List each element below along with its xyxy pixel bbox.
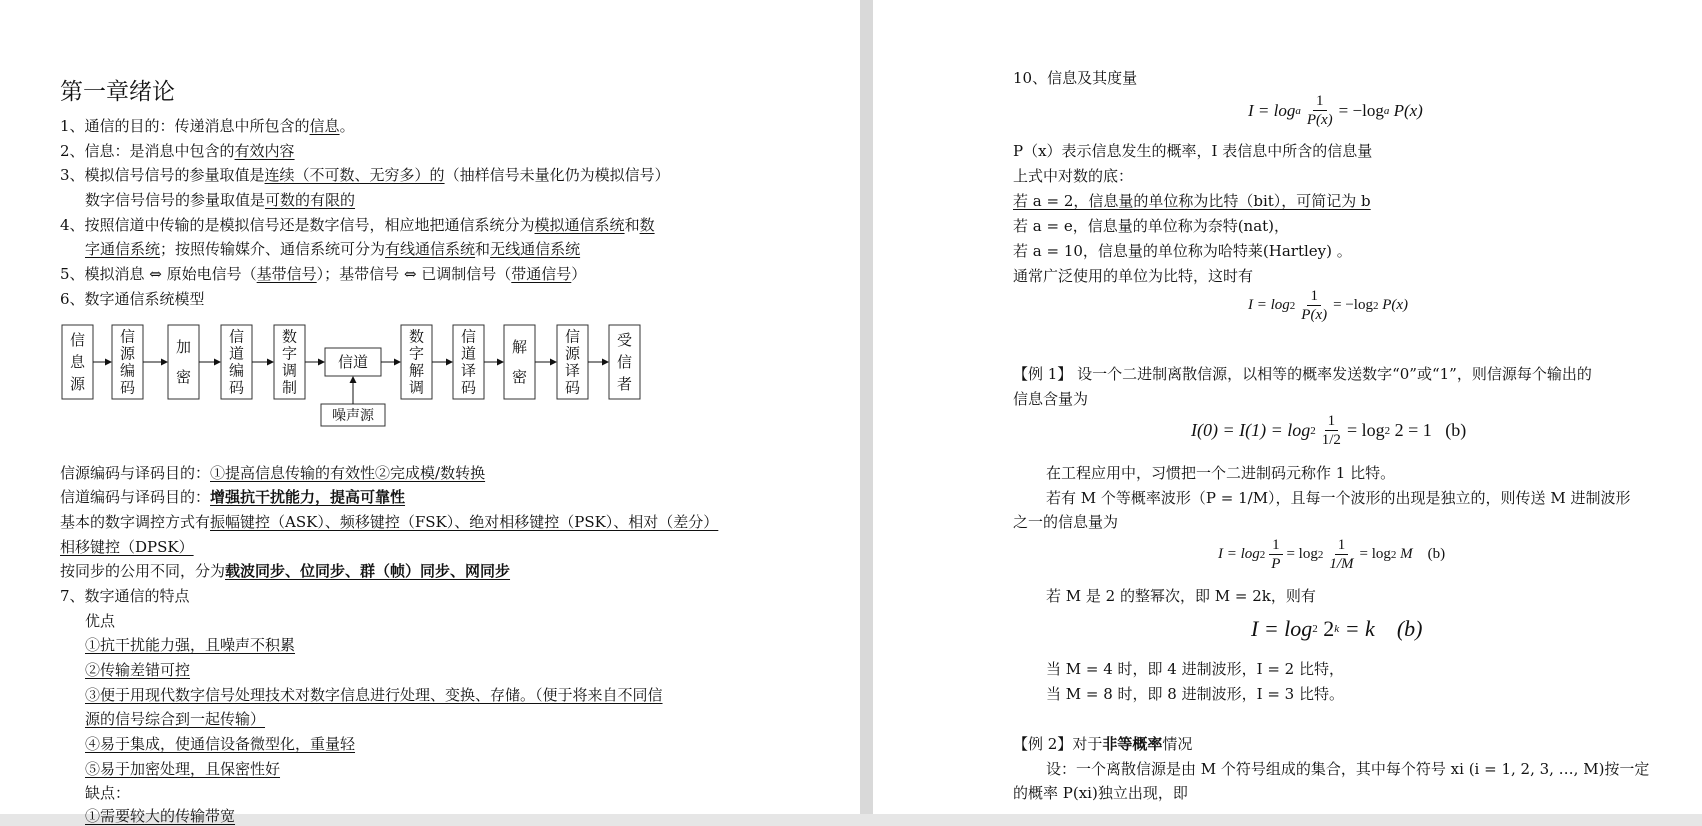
advantage-3-cont: 源的信号综合到一起传输）	[85, 710, 266, 728]
unit-bit: 若 a = 2，信息量的单位称为比特（bit），可简记为 b	[1013, 192, 1371, 210]
item-3: 3、模拟信号信号的参量取值是连续（不可数、无穷多）的（抽样信号未量化仍为模拟信号）	[60, 166, 670, 184]
equation-1: I = log a $\frac{1}{P(x)}$ = −log a P(x)	[1248, 93, 1423, 128]
diagram-label-10: 受信者	[616, 331, 633, 393]
diagram-label-7: 信道译码	[460, 327, 477, 397]
item-1: 1、通信的目的：传递消息中所包含的信息。	[60, 117, 355, 135]
item-4: 4、按照信道中传输的是模拟信号还是数字信号，相应地把通信系统分为模拟通信系统和数	[60, 216, 655, 234]
example-2-setup: 设：一个离散信源是由 M 个符号组成的集合，其中每个符号 xi (i = 1, 2, 3, …, M)按一定	[1046, 760, 1650, 778]
case-m4: 当 M = 4 时，即 4 进制波形，I = 2 比特，	[1046, 660, 1344, 678]
m-ary-note-cont: 之一的信息量为	[1013, 513, 1119, 531]
sync-types: 按同步的公用不同，分为载波同步、位同步、群（帧）同步、网同步	[60, 562, 511, 580]
diagram-label-9: 信源译码	[564, 327, 581, 397]
item-4-cont: 字通信系统；按照传输媒介、通信系统可分为有线通信系统和无线通信系统	[85, 240, 581, 258]
equation-3: I(0) = I(1) = log 2 $\frac{1}{1/2}$ = log 2 2 = 1 (b)	[1191, 413, 1467, 448]
item-7: 7、数字通信的特点	[60, 587, 190, 605]
diagram-noise-label: 噪声源	[332, 408, 374, 424]
m-ary-note: 若有 M 个等概率波形（P = 1/M），且每一个波形的出现是独立的，则传送 M 进制波形	[1046, 489, 1631, 507]
diagram-label-0: 信息源	[69, 331, 86, 393]
section-10-title: 10、信息及其度量	[1013, 69, 1138, 87]
example-1-cont: 信息含量为	[1013, 390, 1089, 408]
advantages-label: 优点	[85, 612, 116, 630]
log-base-label: 上式中对数的底：	[1013, 167, 1134, 185]
modulation-types: 基本的数字调控方式有振幅键控（ASK）、频移键控（FSK）、绝对相移键控（PSK）、相对（差分）	[60, 513, 719, 531]
disadvantage-1: ①需要较大的传输带宽	[85, 807, 236, 825]
digital-communication-model-diagram	[55, 318, 655, 430]
advantage-5: ⑤易于加密处理，且保密性好	[85, 760, 281, 778]
diagram-label-3: 信道编码	[228, 327, 245, 397]
common-unit: 通常广泛使用的单位为比特，这时有	[1013, 267, 1254, 285]
diagram-block-2	[168, 325, 199, 399]
page-gutter	[860, 0, 873, 814]
case-m8: 当 M = 8 时，即 8 进制波形，I = 3 比特。	[1046, 685, 1344, 703]
power-of-two-note: 若 M 是 2 的整幂次，即 M = 2k，则有	[1046, 587, 1316, 605]
diagram-label-1: 信源编码	[119, 327, 136, 397]
unit-nat: 若 a = e，信息量的单位称为奈特(nat)，	[1013, 217, 1290, 235]
item-3-cont: 数字信号信号的参量取值是可数的有限的	[85, 191, 356, 209]
diagram-block-8	[504, 325, 535, 399]
document-page-right	[873, 0, 1702, 814]
item-6: 6、数字通信系统模型	[60, 290, 205, 308]
example-2: 【例 2】对于非等概率情况	[1013, 735, 1193, 753]
info-probability-note: P（x）表示信息发生的概率，I 表信息中所含的信息量	[1013, 142, 1373, 160]
diagram-label-6: 数字解调	[408, 327, 425, 397]
binary-code-note: 在工程应用中，习惯把一个二进制码元称作 1 比特。	[1046, 464, 1396, 482]
example-2-setup-cont: 的概率 P(xi)独立出现，即	[1013, 784, 1188, 802]
channel-coding-purpose: 信道编码与译码目的：增强抗干扰能力，提高可靠性	[60, 488, 406, 506]
diagram-label-8: 解密	[511, 338, 528, 386]
advantage-1: ①抗干扰能力强，且噪声不积累	[85, 636, 296, 654]
example-1: 【例 1】 设一个二进制离散信源，以相等的概率发送数字“0”或“1”，则信源每个输出的	[1013, 365, 1592, 383]
source-coding-purpose: 信源编码与译码目的：①提高信息传输的有效性②完成模/数转换	[60, 464, 486, 482]
advantage-3: ③便于用现代数字信号处理技术对数字信息进行处理、变换、存储。（便于将来自不同信	[85, 686, 663, 704]
equation-5: I = log 2 2 k = k (b)	[1251, 616, 1423, 641]
unit-hartley: 若 a = 10，信息量的单位称为哈特莱(Hartley) 。	[1013, 242, 1352, 260]
item-2: 2、信息：是消息中包含的有效内容	[60, 142, 295, 160]
equation-4: I = log 2 $\frac{1}{P}$ = log 2 $\frac{1}{1/M}$ = log 2 M (b)	[1218, 537, 1446, 572]
advantage-4: ④易于集成，使通信设备微型化，重量轻	[85, 735, 356, 753]
diagram-label-4: 数字调制	[281, 327, 298, 397]
chapter-title: 第一章绪论	[60, 79, 175, 105]
diagram-label-5: 信道	[337, 353, 369, 371]
advantage-2: ②传输差错可控	[85, 661, 191, 679]
diagram-label-2: 加密	[175, 338, 192, 386]
modulation-types-cont: 相移键控（DPSK）	[60, 538, 194, 556]
item-5: 5、模拟消息 ⇔ 原始电信号（基带信号）；基带信号 ⇔ 已调制信号（带通信号）	[60, 265, 587, 283]
disadvantages-label: 缺点：	[85, 784, 131, 802]
equation-2: I = log 2 $\frac{1}{P(x)}$ = −log 2 P(x)	[1248, 288, 1409, 323]
